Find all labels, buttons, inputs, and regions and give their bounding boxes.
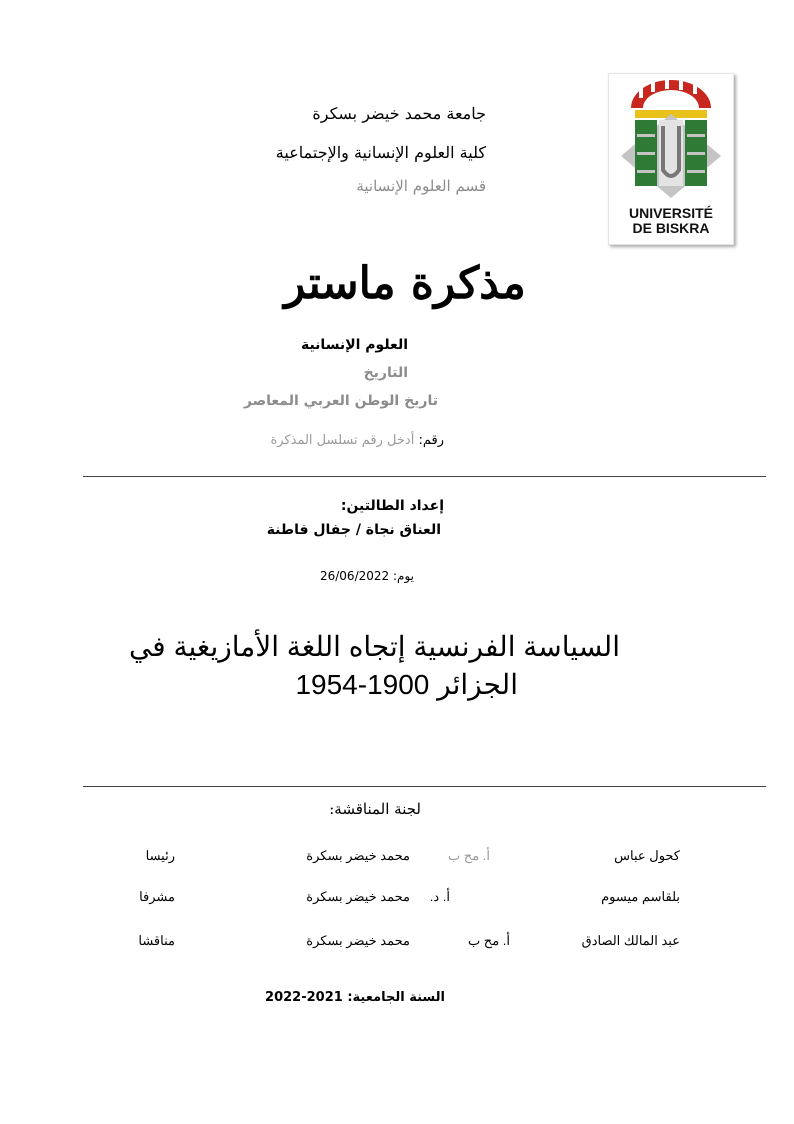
academic-year [265,990,445,1005]
prepared-by-label: إعداد الطالتين: [340,498,444,514]
department-name: قسم العلوم الإنسانية [356,177,486,195]
major-name: تاريخ الوطن العربي المعاصر [243,393,438,409]
field-name: العلوم الإنسانية [300,337,408,353]
serial-placeholder: أدخل رقم تسلسل المذكرة [270,433,415,448]
divider-top [83,476,766,477]
date-value: 26/06/2022 [319,569,390,583]
thesis-title-line2: الجزائر 1900-1954 [295,669,518,700]
thesis-title [120,628,620,704]
member-role: مشرفا [139,889,175,904]
faculty-name: كلية العلوم الإنسانية والإجتماعية [275,143,486,162]
logo-text-line1: UNIVERSITÉ [628,205,713,221]
university-name: جامعة محمد خيضر بسكرة [312,104,486,123]
member-role: رئيسا [145,848,175,863]
university-logo [608,73,734,245]
member-rank: أ. د. [429,889,450,904]
member-name: كحول عباس [614,848,680,863]
date-label: يوم: [392,569,414,583]
academic-year-label: السنة الجامعية: [347,990,445,1005]
committee-heading: لجنة المناقشة: [329,800,421,818]
memo-title: مذكرة ماستر [284,258,526,309]
member-name: بلقاسم ميسوم [601,889,680,904]
member-name: عبد المالك الصادق [581,933,680,948]
serial-number [270,433,444,448]
thesis-title-line1: السياسة الفرنسية إتجاه اللغة الأمازيغية في [128,631,620,662]
committee-row [120,933,680,955]
member-university: محمد خيضر بسكرة [306,889,410,904]
serial-label: رقم: [418,433,444,448]
student-names: العناق نجاة / جفال فاطنة [266,522,441,538]
committee-row [120,848,680,870]
logo-text-line2: DE BISKRA [632,220,710,236]
defense-date [320,569,414,583]
specialty-name: التاريخ [363,365,408,381]
academic-year-value: 2021-2022 [265,990,343,1005]
member-rank: أ. مح ب [447,848,490,863]
divider-bottom [83,786,766,787]
member-university: محمد خيضر بسكرة [306,848,410,863]
member-rank: أ. مح ب [467,933,510,948]
committee-row [120,889,680,911]
member-university: محمد خيضر بسكرة [306,933,410,948]
member-role: مناقشا [138,933,175,948]
